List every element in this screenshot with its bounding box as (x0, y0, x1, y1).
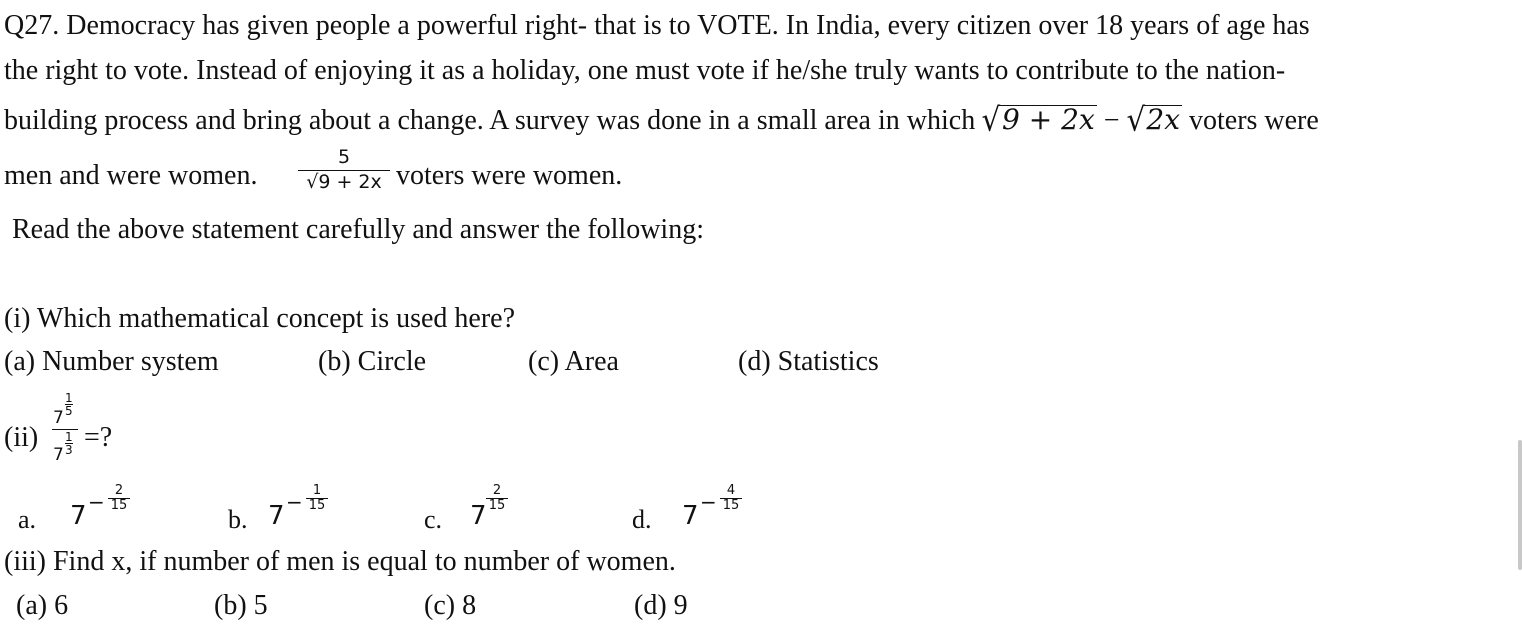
instruction-text: Read the above statement carefully and answer the following: (12, 214, 704, 245)
q2-numerator: 7 1 5 (53, 391, 73, 428)
q1-prompt: (i) Which mathematical concept is used here? (4, 303, 516, 334)
q2-label: (ii) (4, 422, 39, 453)
question-line-4-text: men and were women. (4, 160, 258, 191)
q3-option-c: (c) 8 (424, 590, 477, 621)
question-line-3 (4, 100, 1319, 139)
question-line-3-text: building process and bring about a change. A survey was done in a small area in which (4, 105, 976, 136)
fraction-denominator: √9 + 2x (306, 171, 382, 193)
q2-equals: =? (84, 422, 113, 453)
q3-option-b: (b) 5 (214, 590, 268, 621)
q2-fraction (50, 392, 80, 467)
sqrt-expression-b: √2x (1126, 100, 1180, 139)
sqrt-expression-a: √9 + 2x (981, 100, 1095, 139)
q1-option-b: (b) Circle (318, 346, 427, 377)
fraction-numerator: 5 (337, 146, 351, 168)
question-line-2: the right to vote. Instead of enjoying it as a holiday, one must vote if he/she truly wants to contribute to the nation- (4, 55, 1286, 86)
q3-prompt: (iii) Find x, if number of men is equal to number of women. (4, 546, 676, 577)
question-line-1: Q27. Democracy has given people a powerful right- that is to VOTE. In India, every citizen over 18 years of age has (4, 10, 1310, 41)
question-line-3-tail: voters were (1181, 105, 1319, 136)
q3-option-a: (a) 6 (16, 590, 69, 621)
q3-option-d: (d) 9 (634, 590, 688, 621)
q1-option-c: (c) Area (528, 346, 619, 377)
q2-denominator: 7 1 3 (53, 430, 73, 465)
fraction-women (298, 146, 390, 193)
q1-option-d: (d) Statistics (738, 346, 879, 377)
q1-option-a: (a) Number system (4, 346, 219, 377)
minus-sign: − (1096, 105, 1127, 136)
question-line-4-tail: voters were women. (396, 160, 623, 191)
vertical-scrollbar[interactable] (1518, 440, 1522, 570)
